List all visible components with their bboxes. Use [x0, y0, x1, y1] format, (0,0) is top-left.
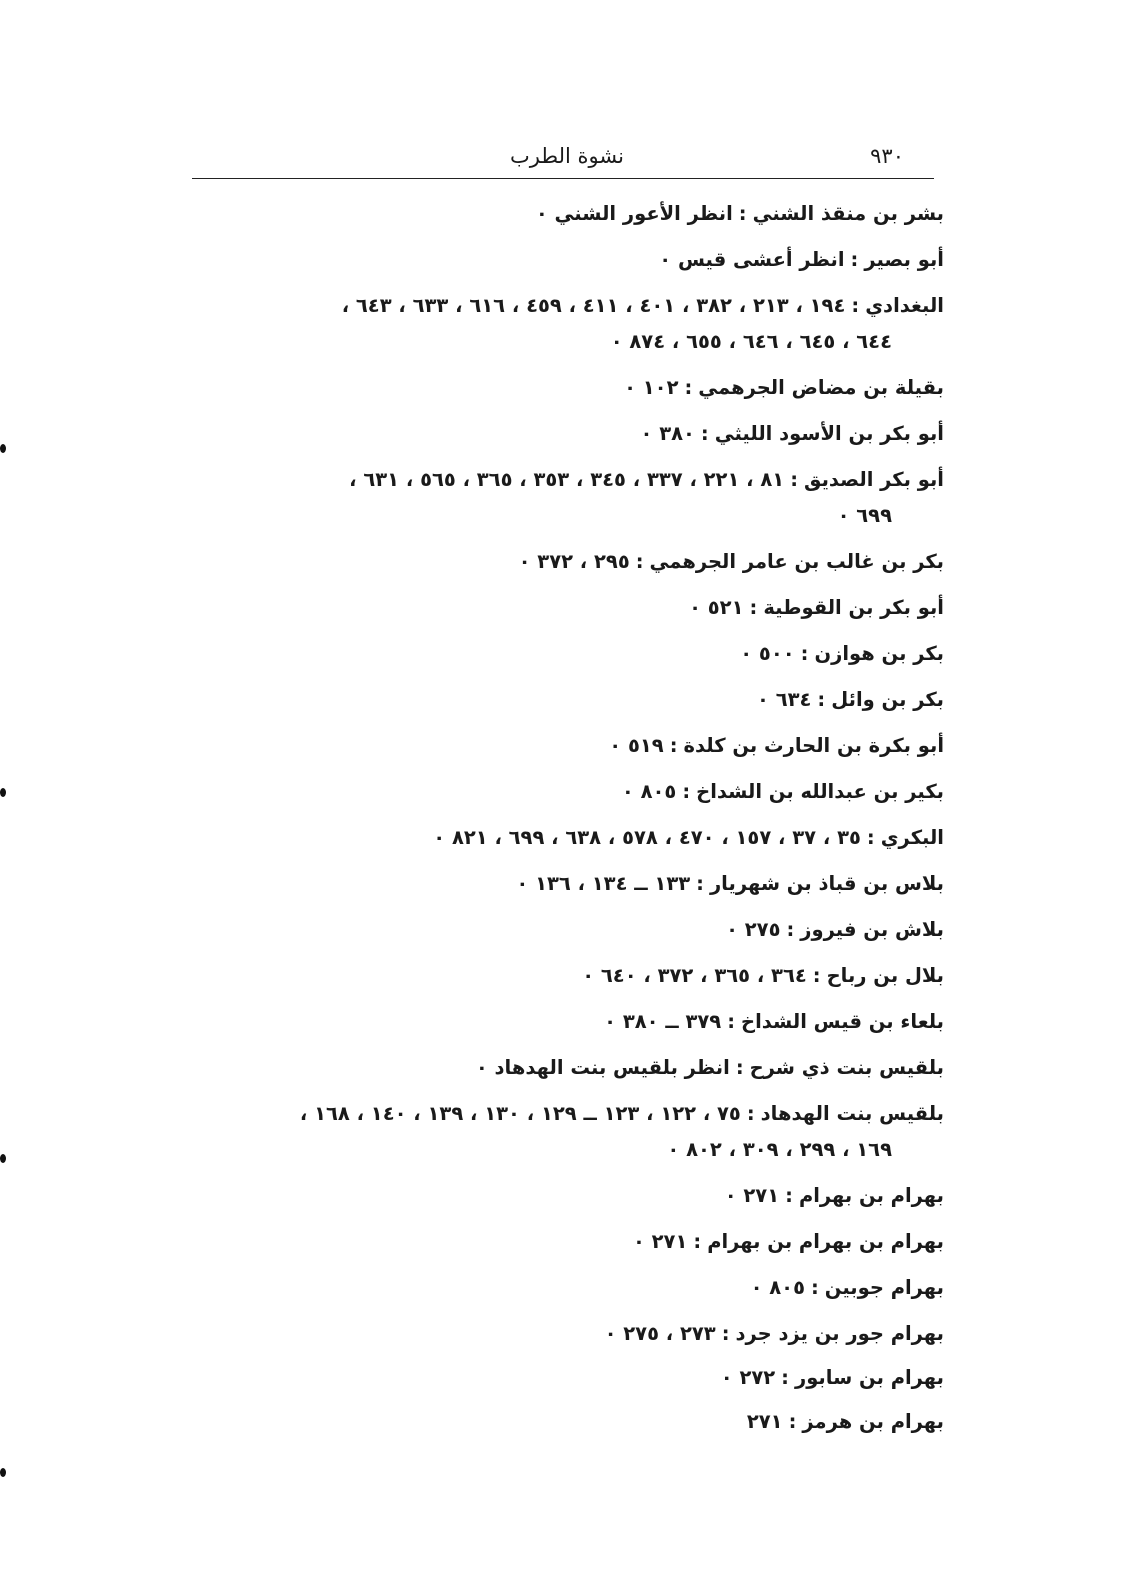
index-entry: بهرام جوبين:٨٠٥ ٠: [750, 1276, 944, 1299]
index-entry: بلاس بن قباذ بن شهريار:١٣٣ ــ ١٣٤ ، ١٣٦ ٠: [516, 872, 944, 895]
index-entry: بهرام بن هرمز:٢٧١: [746, 1410, 944, 1433]
index-entry: أبو بكر بن الأسود الليثي:٣٨٠ ٠: [640, 422, 944, 445]
index-entry: أبو بكرة بن الحارث بن كلدة:٥١٩ ٠: [609, 734, 944, 757]
index-entries: [192, 196, 944, 1440]
index-entry: بهرام بن بهرام بن بهرام:٢٧١ ٠: [632, 1230, 944, 1253]
index-entry: البكري:٣٥ ، ٣٧ ، ١٥٧ ، ٤٧٠ ، ٥٧٨ ، ٦٣٨ ، ٦٩٩ ، ٨٢١ ٠: [433, 826, 944, 849]
index-entry: بلاش بن فيروز:٢٧٥ ٠: [726, 918, 944, 941]
running-header: [192, 138, 934, 178]
index-entry: بلال بن رباح:٣٦٤ ، ٣٦٥ ، ٣٧٢ ، ٦٤٠ ٠: [582, 964, 944, 987]
index-entry: بكر بن غالب بن عامر الجرهمي:٢٩٥ ، ٣٧٢ ٠: [518, 550, 944, 573]
index-entry: بهرام بن سابور:٢٧٢ ٠: [720, 1366, 944, 1389]
page-number: ٩٣٠: [870, 144, 904, 168]
index-entry: بلعاء بن قيس الشداخ:٣٧٩ ــ ٣٨٠ ٠: [604, 1010, 944, 1033]
scan-margin-mark: [0, 1154, 6, 1163]
index-entry: بكير بن عبدالله بن الشداخ:٨٠٥ ٠: [621, 780, 944, 803]
header-rule: [192, 178, 934, 179]
index-entry: بلقيس بنت ذي شرح:انظر بلقيس بنت الهدهاد ٠: [475, 1056, 944, 1079]
index-entry: أبو بكر الصديق:٨١ ، ٢٢١ ، ٣٣٧ ، ٣٤٥ ، ٣٥٣ ، ٣٦٥ ، ٥٦٥ ، ٦٣١ ، ٦٩٩ ٠: [349, 468, 944, 527]
index-entry: بكر بن وائل:٦٣٤ ٠: [756, 688, 944, 711]
index-entry: أبو بكر بن القوطية:٥٢١ ٠: [689, 596, 944, 619]
scan-margin-mark: [0, 1468, 6, 1477]
index-entry: بهرام بن بهرام:٢٧١ ٠: [724, 1184, 944, 1207]
book-title: نشوة الطرب: [510, 144, 624, 168]
index-entry: بكر بن هوازن:٥٠٠ ٠: [740, 642, 944, 665]
scan-margin-mark: [0, 444, 6, 453]
index-entry: بقيلة بن مضاض الجرهمي:١٠٢ ٠: [624, 376, 944, 399]
scan-margin-mark: [0, 788, 6, 797]
index-entry: بشر بن منقذ الشني:انظر الأعور الشني ٠: [535, 202, 944, 225]
index-entry: بلقيس بنت الهدهاد:٧٥ ، ١٢٢ ، ١٢٣ ــ ١٢٩ ، ١٣٠ ، ١٣٩ ، ١٤٠ ، ١٦٨ ، ١٦٩ ، ٢٩٩ ، ٣٠٩ ، ٨٠٢ ٠: [299, 1102, 944, 1161]
index-entry: البغدادي:١٩٤ ، ٢١٣ ، ٣٨٢ ، ٤٠١ ، ٤١١ ، ٤٥٩ ، ٦١٦ ، ٦٣٣ ، ٦٤٣ ، ٦٤٤ ، ٦٤٥ ، ٦٤٦ ، ٦٥٥ ، ٨٧٤ ٠: [341, 294, 944, 353]
index-entry: أبو بصير:انظر أعشى قيس ٠: [659, 248, 944, 271]
index-entry: بهرام جور بن يزد جرد:٢٧٣ ، ٢٧٥ ٠: [604, 1322, 944, 1345]
